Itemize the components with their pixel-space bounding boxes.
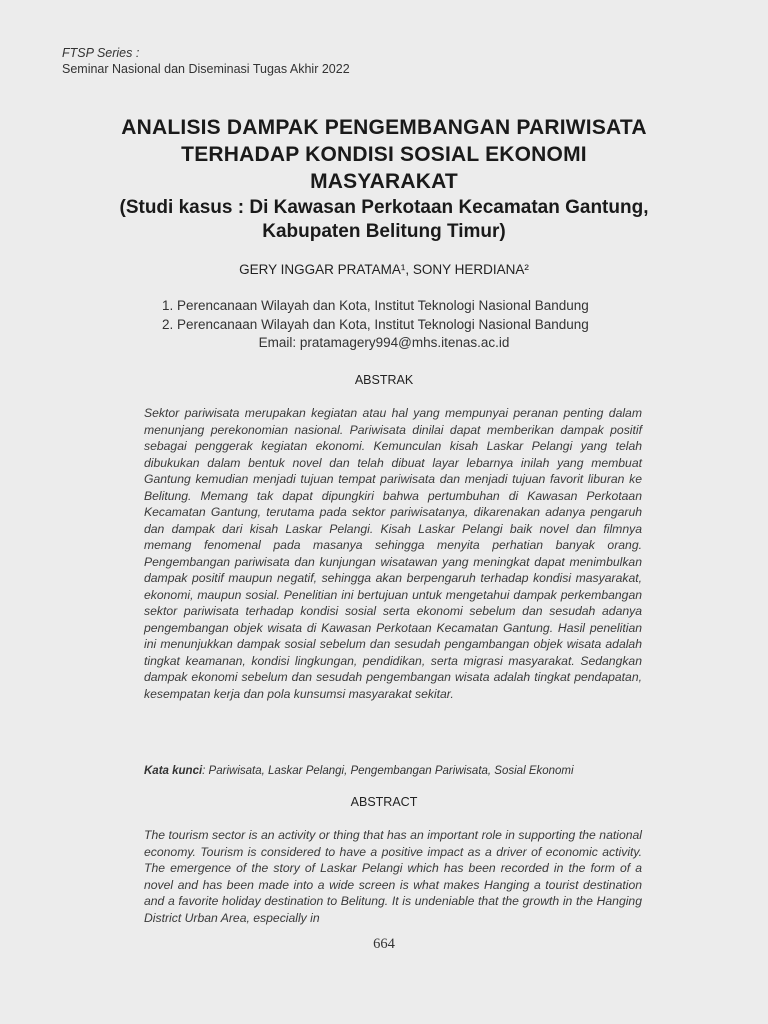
subtitle-line-1: (Studi kasus : Di Kawasan Perkotaan Kecamatan Gantung, [119, 197, 649, 218]
page-number: 664 [373, 936, 395, 952]
abstrak-body: Sektor pariwisata merupakan kegiatan atau hal yang mempunyai peranan penting dalam menunjang perekonomian nasional. Pariwisata dinilai dapat memberikan dampak positif sebagai penggerak kegiatan ekonomi. Kemunculan kisah Laskar Pelangi yang telah dibukukan dalam bentuk novel dan telah dibuat layar lebarnya inilah yang membuat Gantung kemudian menjadi tujuan tempat pariwisata dan menjadi tujuan favorit liburan ke Belitung. Memang tak dapat dipungkiri bahwa pertumbuhan di Kawasan Perkotaan Kecamatan Gantung, terutama pada sektor pariwisatanya, dikarenakan adanya pengaruh dan dampak dari kisah Laskar Pelangi. Kisah Laskar Pelangi baik novel dan filmnya memang fenomenal pada masanya sehingga menyita perhatian banyak orang. Pengembangan pariwisata dan kunjungan wisatawan yang meningkat dapat menimbulkan dampak positif maupun negatif, sehingga akan berpengaruh terhadap kondisi masyarakat, ekonomi, maupun sosial. Penelitian ini bertujuan untuk mengetahui dampak perkembangan sektor pariwisata terhadap kondisi sosial serta ekonomi sebelum dan sesudah adanya pengembangan objek wisata di Kawasan Perkotaan Kecamatan Gantung. Hasil penelitian ini menunjukkan dampak sosial sebelum dan sesudah pengambangan objek wisata adalah tingkat keamanan, kondisi lingkungan, pendidikan, serta migrasi masyarakat. Sedangkan dampak ekonomi sebelum dan sesudah pengembangan wisata adalah tingkat pendapatan, kesempatan kerja dan pola kunsumsi masyarakat sekitar. [144, 406, 642, 701]
title-line-1: ANALISIS DAMPAK PENGEMBANGAN PARIWISATA [121, 116, 647, 139]
title-line-3: MASYARAKAT [310, 170, 458, 193]
abstrak-heading: ABSTRAK [354, 373, 414, 387]
keywords-text: : Pariwisata, Laskar Pelangi, Pengembangan Pariwisata, Sosial Ekonomi [202, 765, 574, 777]
affiliations [155, 296, 589, 334]
keywords [144, 765, 574, 777]
authors: GERY INGGAR PRATAMA¹, SONY HERDIANA² [239, 262, 529, 277]
affiliation-2: 2. Perencanaan Wilayah dan Kota, Institut Teknologi Nasional Bandung [177, 315, 589, 334]
affiliation-1: 1. Perencanaan Wilayah dan Kota, Institut Teknologi Nasional Bandung [177, 296, 589, 315]
paper-title [40, 114, 728, 195]
series-label: FTSP Series : [62, 46, 140, 60]
subtitle-line-2: Kabupaten Belitung Timur) [262, 221, 506, 242]
abstract-body: The tourism sector is an activity or thing that has an important role in supporting the national economy. Tourism is considered to have a positive impact as a driver of economic activity. The emergence of the story of Laskar Pelangi which has been recorded in the form of a novel and has been made into a wide screen is what makes Hanging a tourist destination and a favorite holiday destination to Belitung. It is undeniable that the growth in the Hanging District Urban Area, especially in [144, 828, 642, 925]
seminar-label: Seminar Nasional dan Diseminasi Tugas Akhir 2022 [62, 62, 350, 76]
author-email: Email: pratamagery994@mhs.itenas.ac.id [258, 335, 510, 350]
running-header [62, 45, 350, 77]
keywords-label: Kata kunci [144, 765, 203, 777]
paper-subtitle [40, 196, 728, 244]
abstract-heading: ABSTRACT [350, 795, 418, 809]
title-line-2: TERHADAP KONDISI SOSIAL EKONOMI [181, 143, 587, 166]
